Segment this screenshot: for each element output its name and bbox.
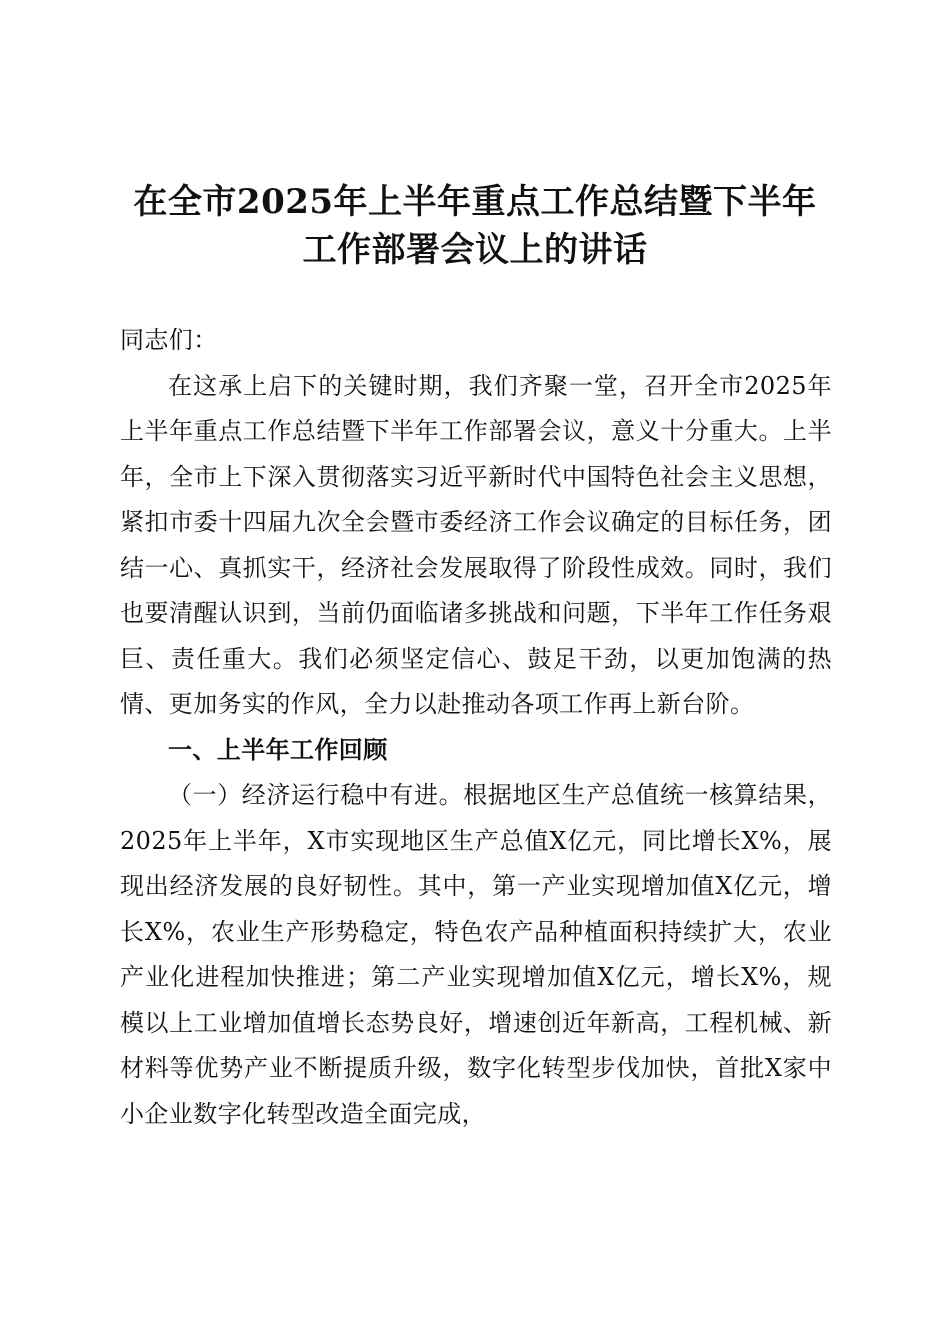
title-line-1: 在全市2025年上半年重点工作总结暨下半年 (133, 182, 817, 222)
document-body (120, 318, 832, 1137)
intro-paragraph: 在这承上启下的关键时期，我们齐聚一堂，召开全市2025年上半年重点工作总结暨下半年工作部署会议，意义十分重大。上半年，全市上下深入贯彻落实习近平新时代中国特色社会主义思想，紧扣市委十四届九次全会暨市委经济工作会议确定的目标任务，团结一心、真抓实干，经济社会发展取得了阶段性成效。同时，我们也要清醒认识到，当前仍面临诸多挑战和问题，下半年工作任务艰巨、责任重大。我们必须坚定信心、鼓足干劲，以更加饱满的热情、更加务实的作风，全力以赴推动各项工作再上新台阶。 (120, 371, 832, 718)
section-paragraph: （一）经济运行稳中有进。根据地区生产总值统一核算结果，2025年上半年，X市实现地区生产总值X亿元，同比增长X%，展现出经济发展的良好韧性。其中，第一产业实现增加值X亿元，增长X%，农业生产形势稳定，特色农产品种植面积持续扩大，农业产业化进程加快推进；第二产业实现增加值X亿元，增长X%，规模以上工业增加值增长态势良好，增速创近年新高，工程机械、新材料等优势产业不断提质升级，数字化转型步伐加快，首批X家中小企业数字化转型改造全面完成， (120, 781, 832, 1128)
salutation: 同志们： (120, 326, 218, 354)
section-heading: 一、上半年工作回顾 (168, 735, 388, 764)
title-line-2: 工作部署会议上的讲话 (302, 230, 648, 270)
document-title (100, 178, 850, 274)
